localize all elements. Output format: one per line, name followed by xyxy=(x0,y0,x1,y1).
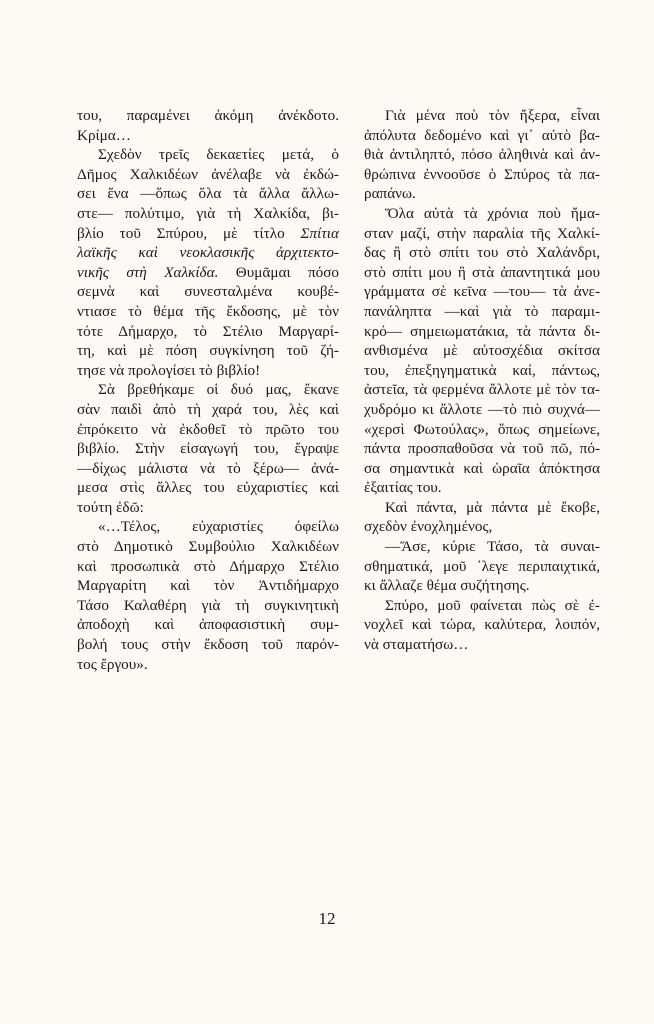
text-line: γράμματα σὲ κεῖνα —του— τὰ ἀνε- xyxy=(364,283,600,301)
text-line: Σπύρο, μοῦ φαίνεται πὼς σὲ ἐ- xyxy=(385,596,600,614)
text-line: κι ἄλλαζε θέμα συζήτησης. xyxy=(364,577,530,595)
text-line: τη, καὶ μὲ πόση συγκίνηση τοῦ ζή- xyxy=(77,342,339,360)
text-line: πάντα προσπαθοῦσα νὰ τοῦ πῶ, πό- xyxy=(364,440,600,458)
left-text-column xyxy=(77,106,339,674)
text-line: βιβλίο. Στὴν εἰσαγωγή του, ἔγραψε xyxy=(77,440,339,458)
text-line: βολή τους στὴν ἔκδοση τοῦ παρόν- xyxy=(77,636,339,654)
text-line: του, ἐπεξηγηματικὰ καί, πάντως, xyxy=(364,361,600,379)
text-line: —δίχως μάλιστα νὰ τὸ ξέρω— ἀνά- xyxy=(77,459,339,477)
text-line: στὸ Δημοτικὸ Συμβούλιο Χαλκιδέων xyxy=(77,538,339,556)
text-line: σχεδὸν ἐνοχλημένος, xyxy=(364,518,493,536)
text-line: στὸ σπίτι μου ἢ στὰ ἀπαντητικά μου xyxy=(364,263,600,281)
text-line: ντιασε τὸ θέμα τῆς ἔκδοσης, μὲ τὸν xyxy=(77,302,339,320)
text-line: σει ἕνα —ὅπως ὅλα τὰ ἄλλα ἄλλω- xyxy=(77,185,339,203)
italic-title-text: λαϊκῆς καὶ νεοκλασικῆς ἀρχιτεκτο- xyxy=(77,244,339,262)
text-line: ἐπρόκειτο νὰ ἐκδοθεῖ τὸ πρῶτο του xyxy=(77,420,339,438)
text-line: καὶ προσωπικὰ στὸ Δήμαρχο Στέλιο xyxy=(77,557,339,575)
text-line: Ὅλα αὐτὰ τὰ χρόνια ποὺ ἤμα- xyxy=(385,204,600,222)
text-line: Σχεδὸν τρεῖς δεκαετίες μετά, ὁ xyxy=(98,146,339,164)
text-line: σεμνὰ καὶ συνεσταλμένα κουβέ- xyxy=(77,283,339,301)
text-line: δας ἢ στὸ σπίτι του στὸ Χαλάνδρι, xyxy=(364,244,600,262)
text-line: ἐξαιτίας του. xyxy=(364,479,442,497)
text-line: «χερσὶ Φωτούλας», ὅπως σημείωνε, xyxy=(364,420,600,438)
text-line: ραπάνω. xyxy=(364,185,416,203)
text-line xyxy=(77,243,339,263)
text-line: Τάσο Καλαθέρη γιὰ τὴ συγκινητικὴ xyxy=(77,596,339,614)
text-line: ἀποδοχὴ καὶ ἀποφασιστικὴ συμ- xyxy=(77,616,339,634)
text-line: μεσα στὶς ἄλλες του εὐχαριστίες καὶ xyxy=(77,479,339,497)
text-line: χυδρόμο κι ἄλλοτε —τὸ πιὸ συχνά— xyxy=(364,400,600,418)
text-line xyxy=(77,263,339,283)
text-line: νὰ σταματήσω… xyxy=(364,636,469,654)
text-line: σὰν παιδὶ ἀπὸ τὴ χαρά του, λὲς καὶ xyxy=(77,400,339,418)
text-line: —Ἄσε, κύριε Τάσο, τὰ συναι- xyxy=(385,538,600,556)
text-line: Γιὰ μένα ποὺ τὸν ἤξερα, εἶναι xyxy=(385,107,600,124)
text-line: κρό— σημειωματάκια, τὰ πάντα δι- xyxy=(364,322,600,340)
text-line: ἀστεῖα, τὰ φερμένα ἄλλοτε μὲ τὸν τα- xyxy=(364,381,600,399)
text-line: τότε Δήμαρχο, τὸ Στέλιο Μαργαρί- xyxy=(77,322,339,340)
italic-title-text: Σπίτια xyxy=(300,224,339,242)
text-line: του, παραμένει ἀκόμη ἀνέκδοτο. xyxy=(77,107,339,124)
text-line: ανθισμένα μὲ αὐτοσχέδια σκίτσα xyxy=(364,342,600,360)
text-line: πανάληπτα —καὶ γιὰ τὸ παραμι- xyxy=(364,302,600,320)
text-line: σθηματικά, μοῦ ᾿λεγε περιπαιχτικά, xyxy=(364,557,600,575)
text-line: νοχλεῖ καὶ τώρα, καλύτερα, λοιπόν, xyxy=(364,616,600,634)
text-line: Καὶ πάντα, μὰ πάντα μὲ ἔκοβε, xyxy=(385,498,600,516)
page-number: 12 xyxy=(318,909,336,928)
text-line: θρώπινα ἐννοοῦσε ὁ Σπύρος τὰ πα- xyxy=(364,165,600,183)
text-line: Μαργαρίτη καὶ τὸν Ἀντιδήμαρχο xyxy=(77,577,339,595)
text-line xyxy=(77,224,339,244)
text-segment: βλίο τοῦ Σπύρου, μὲ τίτλο xyxy=(77,224,301,242)
text-line: τούτη ἐδῶ: xyxy=(77,498,144,516)
text-line: θιὰ ἀντιληπτό, πόσο ἀληθινὰ καὶ ἀν- xyxy=(364,146,600,164)
text-line: σα σημαντικὰ καὶ ὡραῖα ἀπόκτησα xyxy=(364,459,600,477)
text-line: ἀπόλυτα δεδομένο καὶ γι᾿ αὐτὸ βα- xyxy=(364,126,600,144)
right-text-column xyxy=(364,106,600,655)
text-line: Κρίμα… xyxy=(77,126,131,144)
text-line: στε— πολύτιμο, γιὰ τὴ Χαλκίδα, βι- xyxy=(77,204,339,222)
text-line: τος ἔργου». xyxy=(77,655,148,673)
text-line: «…Τέλος, εὐχαριστίες ὀφείλω xyxy=(98,518,339,536)
text-line: Σὰ βρεθήκαμε οἱ δυό μας, ἔκανε xyxy=(98,381,339,399)
text-line: Δῆμος Χαλκιδέων ἀνέλαβε νὰ ἐκδώ- xyxy=(77,165,339,183)
italic-title-text: νικῆς στὴ Χαλκίδα. xyxy=(77,263,219,281)
text-line: σταν μαζί, στὴν παραλία τῆς Χαλκί- xyxy=(364,224,600,242)
text-segment: Θυμᾶμαι πόσο xyxy=(218,263,339,281)
text-line: τησε νὰ προλογίσει τὸ βιβλίο! xyxy=(77,361,261,379)
